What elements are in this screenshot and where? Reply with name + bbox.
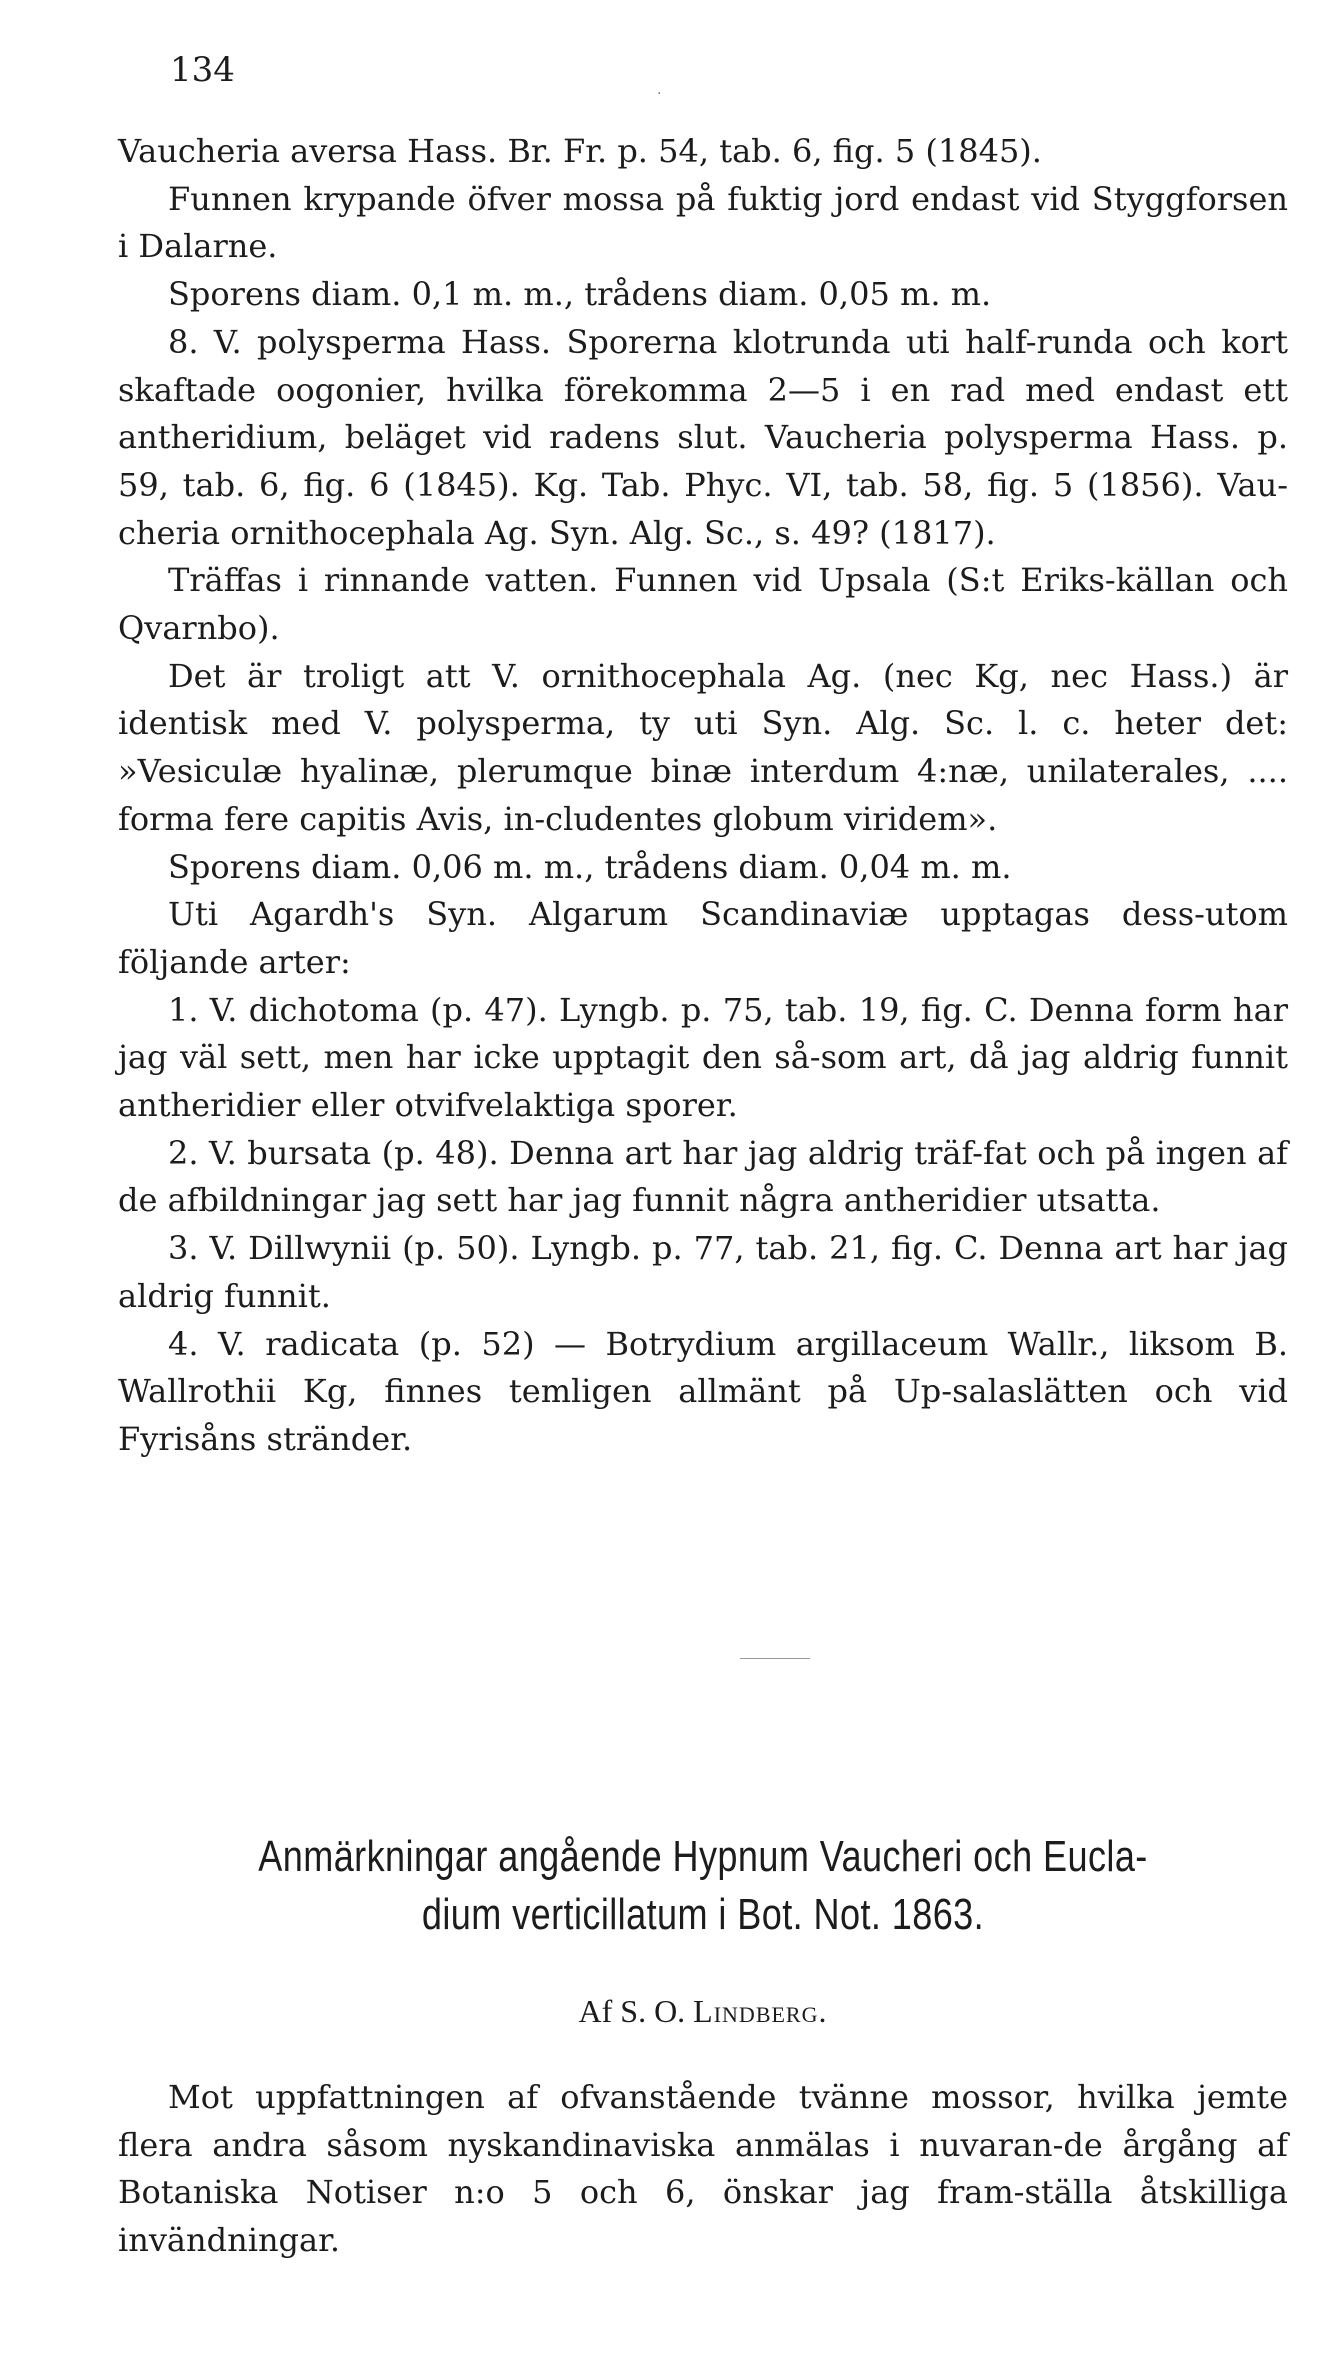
byline-prefix: Af S. O. [578,1993,686,2029]
article-title-line-2: dium verticillatum i Bot. Not. 1863. [421,1890,985,1939]
paragraph-spore-size-aversa: Sporens diam. 0,1 m. m., trådens diam. 0,05 m. m. [168,275,992,314]
article-byline [118,1993,1288,2030]
paragraph-item-radicata: 4. V. radicata (p. 52) — Botrydium argillaceum Wallr., liksom B. Wallrothii Kg, finnes temligen allmänt på Up-salaslätten och vid Fyrisåns stränder. [118,1324,1288,1458]
article-title-line-1: Anmärkningar angående Hypnum Vaucheri och Eucla- [258,1832,1148,1881]
print-speck: · [657,86,662,102]
paragraph-identity-note: Det är troligt att V. ornithocephala Ag. (nec Kg, nec Hass.) är identisk med V. polysperma, ty uti Syn. Alg. Sc. l. c. heter det: »Vesiculæ hyalinæ, plerumque binæ interdum 4:næ, unilaterales, .... forma fere capitis Avis, in-cludentes globum viridem». [118,656,1288,838]
paragraph-agardh-intro: Uti Agardh's Syn. Algarum Scandinaviæ upptagas dess-utom följande arter: [118,895,1288,981]
paragraph-polysperma-description: 8. V. polysperma Hass. Sporerna klotrunda uti half-runda och kort skaftade oogonier, hvilka förekomma 2—5 i en rad med endast ett antheridium, beläget vid radens slut. Vaucheria polysperma Hass. p. 59, tab. 6, fig. 6 (1845). Kg. Tab. Phyc. VI, tab. 58, fig. 5 (1856). Vau-cheria ornithocephala Ag. Syn. Alg. Sc., s. 49? (1817). [118,322,1288,552]
paragraph-habitat-aversa: Funnen krypande öfver mossa på fuktig jord endast vid Styggforsen i Dalarne. [118,179,1288,266]
article-title [223,1828,1182,1944]
byline-author: Lindberg. [693,1993,828,2029]
paragraph-citation-aversa: Vaucheria aversa Hass. Br. Fr. p. 54, tab. 6, fig. 5 (1845). [118,132,1042,170]
paragraph-spore-size-polysperma: Sporens diam. 0,06 m. m., trådens diam. 0,04 m. m. [168,847,1012,886]
article-paragraph: Mot uppfattningen af ofvanstående tvänne mossor, hvilka jemte flera andra såsom nyskandinaviska anmälas i nuvaran-de årgång af Botaniska Notiser n:o 5 och 6, önskar jag fram-ställa åtskilliga invändningar. [118,2078,1288,2260]
paragraph-item-bursata: 2. V. bursata (p. 48). Denna art har jag aldrig träf-fat och på ingen af de afbildningar jag sett har jag funnit några antheridier utsatta. [118,1133,1288,1220]
species-description-text [118,128,1288,1464]
section-divider [740,1658,810,1659]
article-body [118,2074,1288,2265]
paragraph-habitat-polysperma: Träffas i rinnande vatten. Funnen vid Upsala (S:t Eriks-källan och Qvarnbo). [118,561,1288,648]
paragraph-item-dillwynii: 3. V. Dillwynii (p. 50). Lyngb. p. 77, tab. 21, fig. C. Denna art har jag aldrig funnit. [118,1229,1288,1315]
page-number: 134 [170,50,235,90]
paragraph-item-dichotoma: 1. V. dichotoma (p. 47). Lyngb. p. 75, tab. 19, fig. C. Denna form har jag väl sett, men har icke upptagit den så-som art, då jag aldrig funnit antheridier eller otvifvelaktiga sporer. [118,990,1288,1125]
